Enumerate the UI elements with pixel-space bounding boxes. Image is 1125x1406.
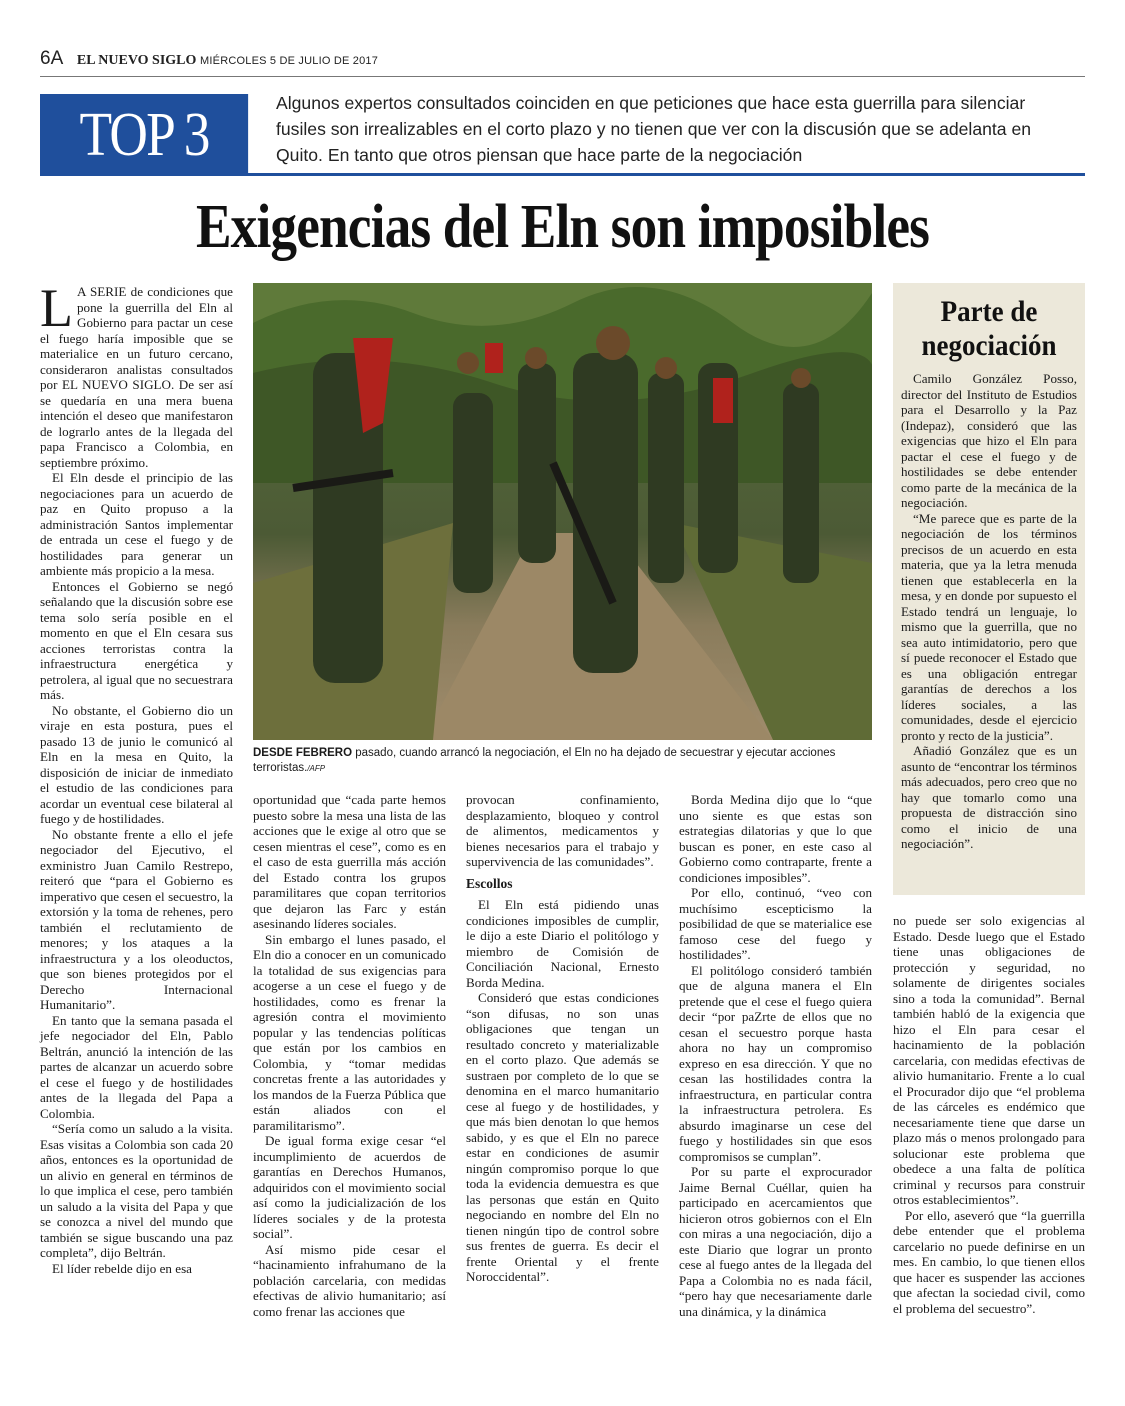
photo-credit: /AFP xyxy=(307,764,326,773)
paragraph: “Sería como un saludo a la visita. Esas visitas a Colombia son cada 20 años, entonces es la oportunidad de un alivio en general en términos de lo que implica el cese, pero también un saludo a la visita del Papa y que se conozca a nivel del mundo que también se sigue buscando una paz completa”, dijo Beltrán. xyxy=(40,1121,233,1260)
paragraph: Consideró que estas condiciones “son difusas, no son unas obligaciones que tengan un resultado concreto y materializable en el corto plazo. Que además se sustraen por completo de lo que se denomina en el marco humanitario cese al fuego y de hostilidades, y que más bien denotan lo que hemos sabido, y es que el Eln no parece estar en condiciones de asumir ningún compromiso porque lo que toda la evidencia demuestra es que las personas que están en Quito negociando en nombre del Eln no tienen ningún tipo de control sobre sus frentes de guerra. Es decir el frente Oriental y el frente Noroccidental”. xyxy=(466,990,659,1284)
drop-cap: L xyxy=(40,278,73,338)
article-deck: Algunos expertos consultados coinciden en que peticiones que hace esta guerrilla para silenciar fusiles son irrealizables en el corto plazo y no tienen que ver con la discusión que se adelanta en Quito. En tanto que otros piensan que hace parte de la negociación xyxy=(276,93,1032,165)
paragraph: “Me parece que es parte de la negociación de los términos precisos de un acuerdo en esta materia, que ya la letra menuda tienen que establecerla en la mesa, y en donde por supuesto el Estado tendrá un lenguaje, lo mismo que la guerrilla, que no sea auto intimidatorio, pero que sí puede reconocer el Estado que es una obligación entregar garantías de derechos a los líderes sociales, a las comunidades, desde el ejercicio pronto y recto de la justicia”. xyxy=(901,510,1077,743)
paragraph: No obstante frente a ello el jefe negociador del Ejecutivo, el exministro Juan Camilo Restrepo, reiteró que “para el Gobierno es imperativo que cesen el secuestro, la extorsión y la toma de rehenes, pero también el reclutamiento de menores; y los ataques a la infraestructura y a los oleoductos, que son bienes protegidos por el Derecho Internacional Humanitario”. xyxy=(40,826,233,1012)
caption-lead: DESDE FEBRERO xyxy=(253,747,353,759)
newspaper-name: EL NUEVO SIGLO xyxy=(76,53,197,68)
guerrilla-photo xyxy=(253,283,872,740)
deck-rule xyxy=(248,173,1085,176)
paragraph: Por ello, continuó, “veo con muchísimo escepticismo la posibilidad de que se materialice ese famoso cese del fuego y hostilidades”. xyxy=(679,885,872,962)
paragraph: El politólogo consideró también que de alguna manera el Eln pretende que el cese el fuego quiera decir “por paZrte de ellos que no cesan el secuestro porque hasta ahora no hay un compromiso expreso en esa dirección. Y que no cesan las hostilidades contra la infraestructura, en particular contra la infraestructura petrolera. Es absurdo imaginarse un cese del fuego y hostilidades sin que esos compromisos se cumplan”. xyxy=(679,962,872,1164)
issue-date: MIÉRCOLES 5 DE JULIO DE 2017 xyxy=(200,55,379,67)
paragraph: Camilo González Posso, director del Instituto de Estudios para el Desarrollo y la Paz (Indepaz), consideró que las exigencias que hizo el Eln para pactar el cese el fuego y de hostilidades se debe entender como parte de la mecánica de la negociación. xyxy=(901,371,1077,510)
paragraph: Así mismo pide cesar el “hacinamiento infrahumano de la población carcelaria, con medidas efectivas de alivio humanitario; así como frenar las acciones que xyxy=(253,1241,446,1319)
subhead-escollos: Escollos xyxy=(466,875,513,891)
page-folio xyxy=(40,48,378,70)
paragraph: El líder rebelde dijo en esa xyxy=(52,1260,192,1276)
paragraph: El Eln desde el principio de las negociaciones para un acuerdo de paz en Quito propuso a la administración Santos implementar de entrada un cese el fuego y de hostilidades para generar un ambiente más propicio a la mesa. xyxy=(40,470,233,578)
header-rule xyxy=(40,76,1085,77)
paragraph: No obstante, el Gobierno dio un viraje en esta postura, pues el pasado 13 de junio le comunicó al Eln en la mesa en Quito, la disposición de iniciar de inmediato el estudio de las condiciones para acordar un eventual cese bilateral al fuego y de hostilidades. xyxy=(40,702,233,826)
lead-text: A SERIE de condiciones que pone la guerrilla del Eln al Gobierno para pactar un cese el fuego haría imposible que se materialice en un futuro cercano, consideraron analistas consultados por EL NUEVO SIGLO. De ser así se quedaría en una mera buena intención el deseo que manifestaron de lograrlo antes de la llegada del papa Francisco a Colombia, en septiembre próximo. xyxy=(40,284,233,470)
photo-illustration xyxy=(253,283,872,740)
paragraph: no puede ser solo exigencias al Estado. Desde luego que el Estado tiene unas obligaciones de protección y seguridad, no solamente de dirigentes sociales sino a toda la comunidad”. Bernal también habló de la exigencia que hizo el Eln para cesar el hacinamiento de la población carcelaria, con medidas efectivas de alivio humanitario. Frente a lo cual el Procurador dijo que “el problema de las cárceles es endémico que necesariamente tiene que darse un plazo más o menos prolongado para solucionar este problema que obedece a una falta de política criminal y recursos para construir otros establecimientos”. xyxy=(893,913,1085,1207)
column-3 xyxy=(466,792,659,1285)
column-1 xyxy=(40,278,233,1276)
column-5 xyxy=(893,913,1085,1316)
paragraph: Por su parte el exprocurador Jaime Bernal Cuéllar, quien ha participado en acercamientos que hicieron otros gobiernos con el Eln con miras a una negociación, dijo a este Diario que lograr un pronto cese al fuego antes de la llegada del Papa a Colombia no es nada fácil, “pero hay que necesariamente darle una dinámica, y la dinámica xyxy=(679,1164,872,1319)
paragraph: Entonces el Gobierno se negó señalando que la discusión sobre ese tema solo sería posible en el momento en que el Eln cesara sus acciones terroristas contra la infraestructura energética y petrolera, al igual que no secuestrara más. xyxy=(40,578,233,702)
paragraph: Añadió González que es un asunto de “encontrar los términos más adecuados, pero creo que no hay que tomarlo como una propuesta de distracción sino como el inicio de una negociación”. xyxy=(901,743,1077,851)
photo-caption xyxy=(253,746,872,776)
paragraph: En tanto que la semana pasada el jefe negociador del Eln, Pablo Beltrán, anunció la intención de las partes de alcanzar un acuerdo sobre el cese el fuego y de hostilidades antes de la llegada del Papa a Colombia. xyxy=(40,1012,233,1121)
column-2 xyxy=(253,792,446,1319)
section-tag: TOP 3 xyxy=(40,94,248,176)
paragraph: Por ello, aseveró que “la guerrilla debe entender que el problema carcelario no puede definirse en un mes. En cambio, lo que tienen ellos que hacer es suspender las acciones que afectan la sociedad civil, como el problema del secuestro”. xyxy=(893,1207,1085,1316)
paragraph: De igual forma exige cesar “el incumplimiento de acuerdos de garantías en Derechos Humanos, adquiridos con el movimiento social así como la judicialización de los líderes sociales y de la protesta social”. xyxy=(253,1133,446,1241)
sidebar-box xyxy=(893,283,1085,895)
paragraph: El Eln está pidiendo unas condiciones imposibles de cumplir, le dijo a este Diario el politólogo y miembro de Comisión de Conciliación Nacional, Ernesto Borda Medina. xyxy=(466,897,659,990)
sidebar-body xyxy=(893,363,1085,852)
caption-text: pasado, cuando arrancó la negociación, el Eln no ha dejado de secuestrar y ejecutar acciones terroristas. xyxy=(253,747,836,774)
headline: Exigencias del Eln son imposibles xyxy=(195,193,930,261)
paragraph: Sin embargo el lunes pasado, el Eln dio a conocer en un comunicado la totalidad de sus exigencias para acogerse a un cese el fuego y de hostilidades, como es frenar la agresión contra el movimiento popular y las tendencias políticas que están por los cambios en Colombia, y “tomar medidas concretas frente a las autoridades y los mandos de la Fuerza Pública que están aliados con el paramilitarismo”. xyxy=(253,931,446,1133)
paragraph: oportunidad que “cada parte hemos puesto sobre la mesa una lista de las acciones que le exige al otro que se cesen mientras el cese”, como es en el caso de esta guerrilla más acción del Estado contra los grupos paramilitares que copan territorios que dejaron las Farc y están asesinando líderes sociales. xyxy=(253,792,446,931)
column-4 xyxy=(679,792,872,1319)
paragraph: provocan confinamiento, desplazamiento, bloqueo y control de alimentos, medicamentos y bienes necesarios para el trabajo y supervivencia de las comunidades”. xyxy=(466,792,659,869)
paragraph: Borda Medina dijo que lo “que uno siente es que estas son estrategias dilatorias y que lo que buscan es poner, en este caso al Gobierno como contraparte, frente a condiciones imposibles”. xyxy=(679,792,872,885)
page-number: 6A xyxy=(40,48,64,69)
lead-paragraph xyxy=(40,278,233,470)
sidebar-title: Parte de negociación xyxy=(921,295,1057,362)
